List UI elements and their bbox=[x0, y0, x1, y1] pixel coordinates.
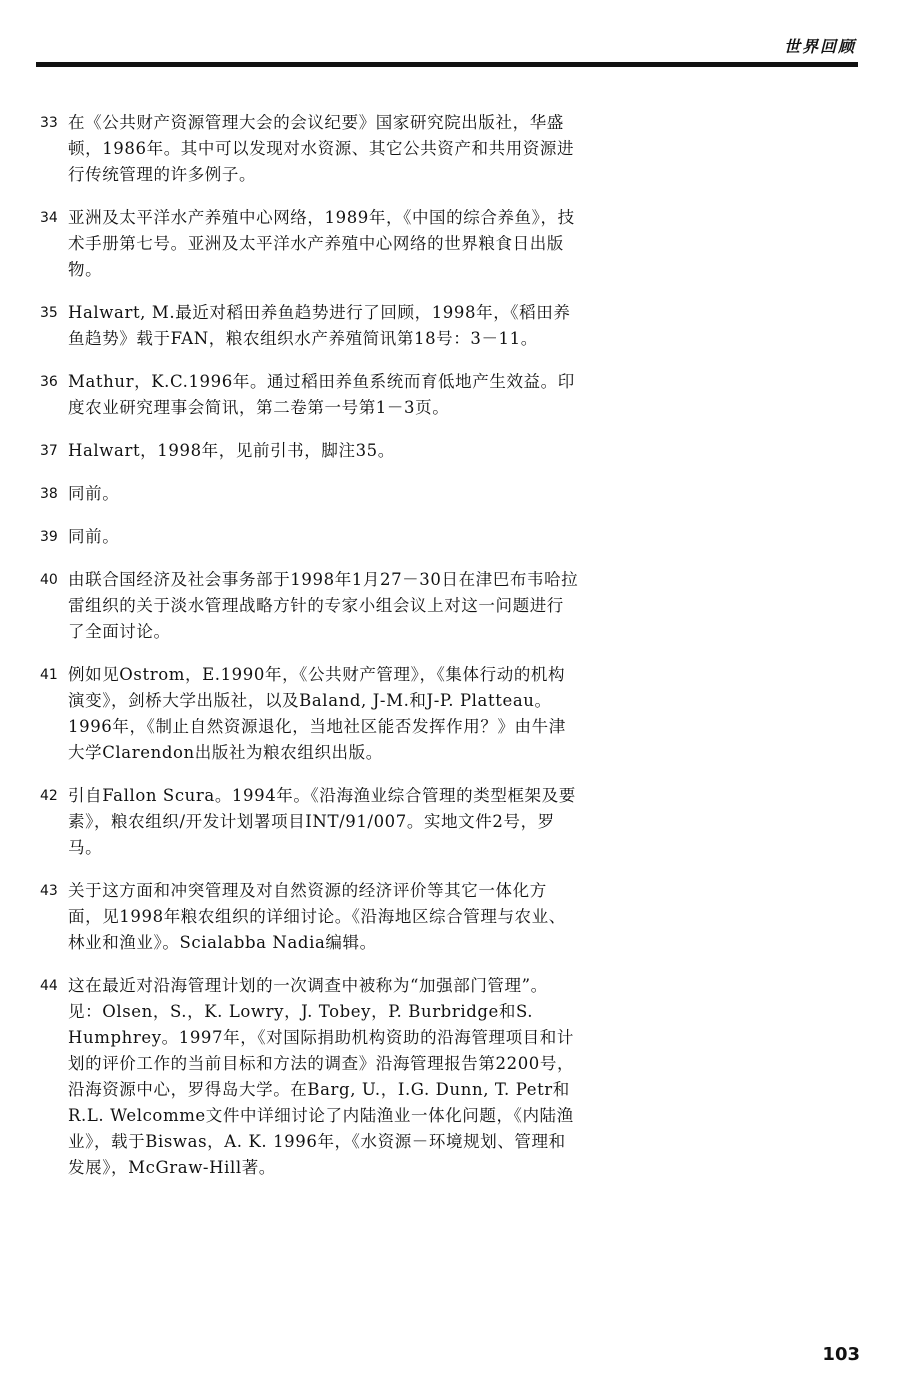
note-42 bbox=[40, 783, 580, 861]
note-37 bbox=[40, 438, 580, 464]
note-number: 34 bbox=[40, 210, 58, 226]
note-number: 36 bbox=[40, 374, 58, 390]
notes-list bbox=[40, 110, 580, 1198]
note-43 bbox=[40, 878, 580, 956]
note-number: 33 bbox=[40, 115, 58, 131]
note-number: 39 bbox=[40, 529, 58, 545]
note-text: Halwart，1998年，见前引书，脚注35。 bbox=[68, 441, 395, 460]
header-rule bbox=[36, 62, 858, 67]
note-text: 例如见Ostrom，E.1990年，《公共财产管理》，《集体行动的机构演变》，剑桥大学出版社，以及Baland, J-M.和J-P. Platteau。1996年，《制止自然资源退化，当地社区能否发挥作用？》由牛津大学Clarendon出版社为粮农组织出版。 bbox=[68, 665, 566, 762]
note-text: 同前。 bbox=[68, 484, 120, 503]
note-number: 41 bbox=[40, 667, 58, 683]
note-number: 37 bbox=[40, 443, 58, 459]
note-text: 这在最近对沿海管理计划的一次调查中被称为“加强部门管理”。见：Olsen，S.，K. Lowry，J. Tobey，P. Burbridge和S. Humphrey。1997年，《对国际捐助机构资助的沿海管理项目和计划的评价工作的当前目标和方法的调查》沿海管理报告第2200号，沿海资源中心，罗得岛大学。在Barg, U.，I.G. Dunn, T. Petr和R.L. Welcomme文件中详细讨论了内陆渔业一体化问题，《内陆渔业》，载于Biswas，A. K. 1996年，《水资源－环境规划、管理和发展》，McGraw-Hill著。 bbox=[68, 976, 575, 1177]
note-text: 同前。 bbox=[68, 527, 120, 546]
note-text: 亚洲及太平洋水产养殖中心网络，1989年，《中国的综合养鱼》，技术手册第七号。亚洲及太平洋水产养殖中心网络的世界粮食日出版物。 bbox=[68, 208, 575, 279]
note-text: 在《公共财产资源管理大会的会议纪要》国家研究院出版社，华盛顿，1986年。其中可以发现对水资源、其它公共资产和共用资源进行传统管理的许多例子。 bbox=[68, 113, 575, 184]
note-38 bbox=[40, 481, 580, 507]
note-number: 40 bbox=[40, 572, 58, 588]
note-number: 42 bbox=[40, 788, 58, 804]
note-text: 引自Fallon Scura。1994年。《沿海渔业综合管理的类型框架及要素》，粮农组织/开发计划署项目INT/91/007。实地文件2号，罗马。 bbox=[68, 786, 576, 857]
running-header: 世界回顾 bbox=[783, 37, 856, 56]
note-number: 38 bbox=[40, 486, 58, 502]
note-text: 关于这方面和冲突管理及对自然资源的经济评价等其它一体化方面，见1998年粮农组织的详细讨论。《沿海地区综合管理与农业、林业和渔业》。Scialabba Nadia编辑。 bbox=[68, 881, 566, 952]
note-text: Halwart, M.最近对稻田养鱼趋势进行了回顾，1998年，《稻田养鱼趋势》载于FAN，粮农组织水产养殖简讯第18号：3－11。 bbox=[68, 303, 571, 348]
note-39 bbox=[40, 524, 580, 550]
note-33 bbox=[40, 110, 580, 188]
note-text: 由联合国经济及社会事务部于1998年1月27－30日在津巴布韦哈拉雷组织的关于淡水管理战略方针的专家小组会议上对这一问题进行了全面讨论。 bbox=[68, 570, 579, 641]
note-36 bbox=[40, 369, 580, 421]
note-number: 44 bbox=[40, 978, 58, 994]
note-number: 43 bbox=[40, 883, 58, 899]
note-34 bbox=[40, 205, 580, 283]
note-35 bbox=[40, 300, 580, 352]
page-number: 103 bbox=[822, 1344, 860, 1365]
note-number: 35 bbox=[40, 305, 58, 321]
note-40 bbox=[40, 567, 580, 645]
note-text: Mathur，K.C.1996年。通过稻田养鱼系统而育低地产生效益。印度农业研究理事会简讯，第二卷第一号第1－3页。 bbox=[68, 372, 575, 417]
note-41 bbox=[40, 662, 580, 766]
note-44 bbox=[40, 973, 580, 1181]
